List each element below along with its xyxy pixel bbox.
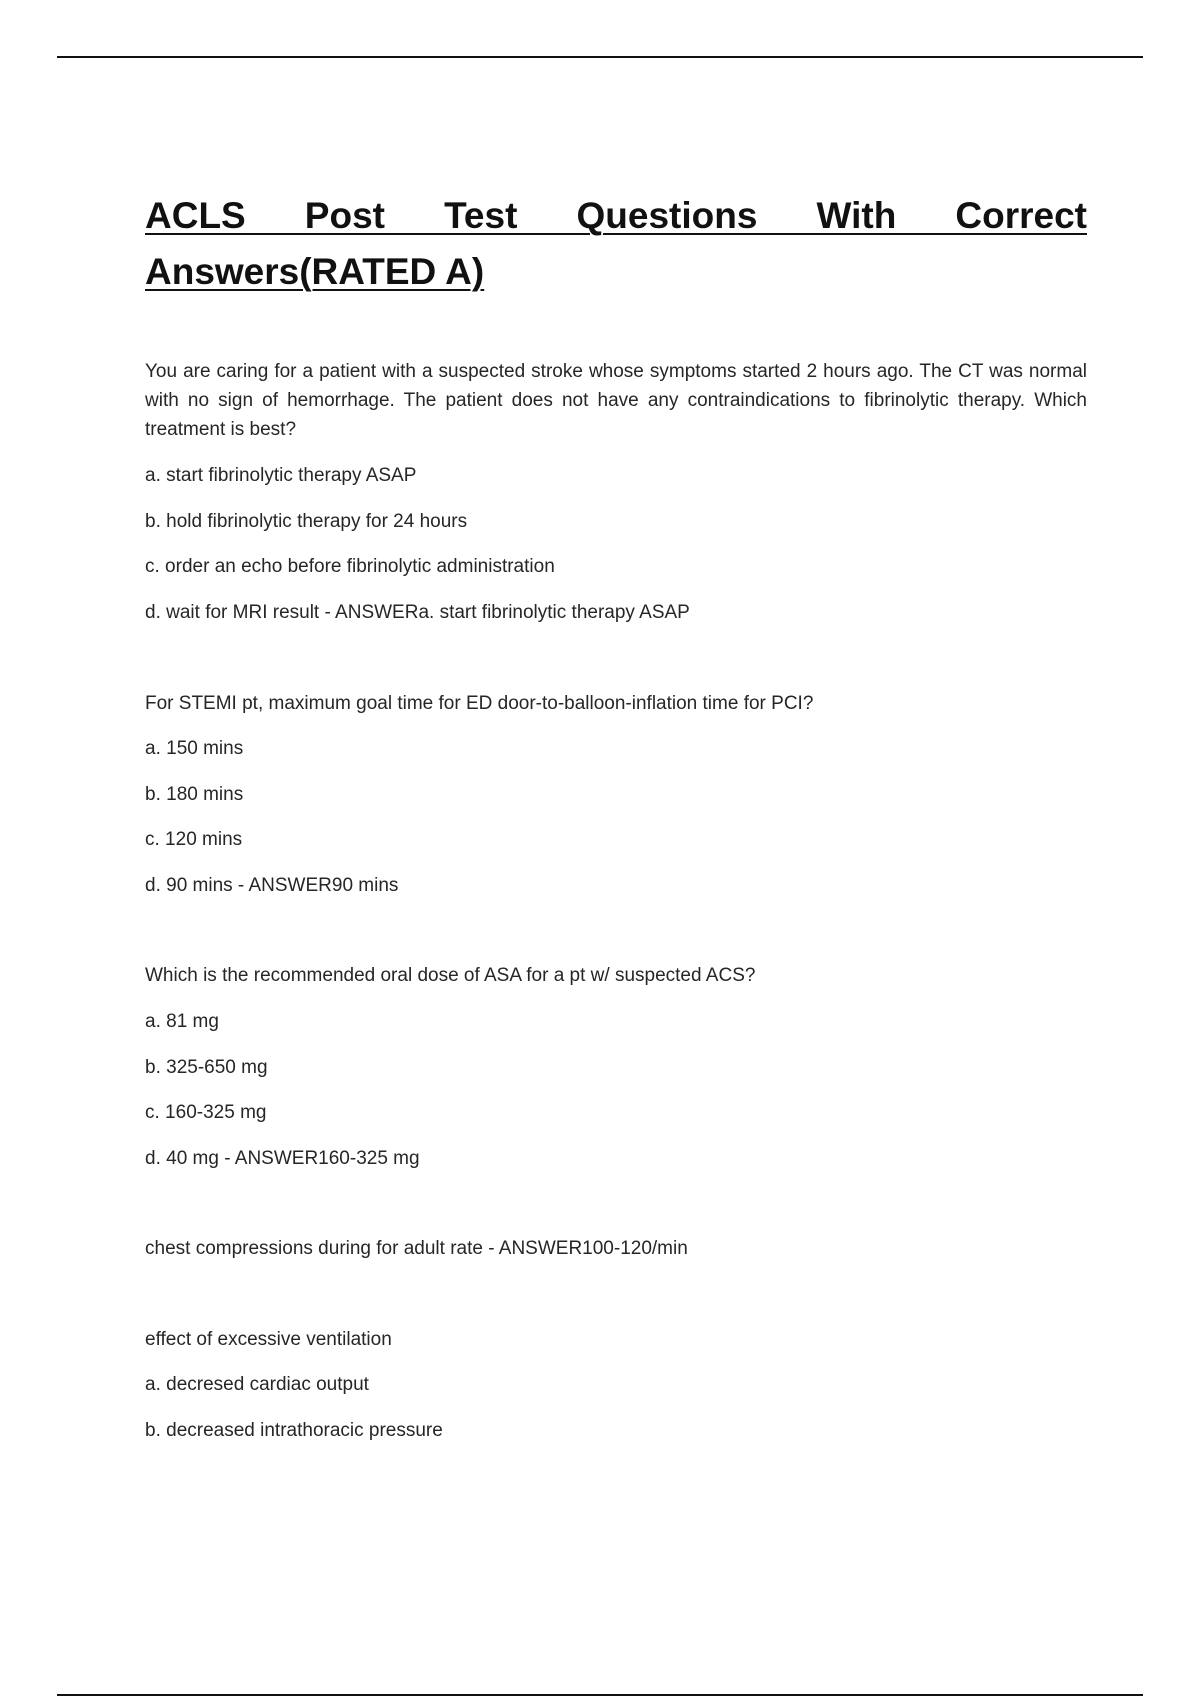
question-2-option-a: a. 150 mins — [145, 738, 244, 759]
header-rule — [57, 56, 1143, 58]
question-4-prompt-answer: chest compressions during for adult rate - ANSWER100-120/min — [145, 1238, 688, 1259]
question-5-option-a: a. decresed cardiac output — [145, 1374, 369, 1395]
question-1-option-b: b. hold fibrinolytic therapy for 24 hours — [145, 511, 468, 532]
footer-rule — [57, 1694, 1143, 1696]
question-1-prompt: You are caring for a patient with a suspected stroke whose symptoms started 2 hours ago. The CT was normal with no sign of hemorrhage. The patient does not have any contraindications to fibrinolytic therapy. Which treatment is best? — [145, 361, 1087, 440]
question-2-option-c: c. 120 mins — [145, 829, 243, 850]
question-3-option-a: a. 81 mg — [145, 1011, 219, 1032]
question-3-prompt: Which is the recommended oral dose of ASA for a pt w/ suspected ACS? — [145, 965, 756, 986]
question-3-option-b: b. 325-650 mg — [145, 1057, 268, 1078]
document-title: ACLS Post Test Questions With Correct Answers(RATED A) — [145, 195, 1087, 292]
question-2-option-d-answer: d. 90 mins - ANSWER90 mins — [145, 875, 399, 896]
question-5-prompt: effect of excessive ventilation — [145, 1329, 392, 1350]
question-5-option-b: b. decreased intrathoracic pressure — [145, 1420, 443, 1441]
question-2-option-b: b. 180 mins — [145, 784, 244, 805]
question-1-option-a: a. start fibrinolytic therapy ASAP — [145, 465, 417, 486]
question-2-prompt: For STEMI pt, maximum goal time for ED door-to-balloon-inflation time for PCI? — [145, 693, 814, 714]
question-3-option-c: c. 160-325 mg — [145, 1102, 267, 1123]
question-1-option-d-answer: d. wait for MRI result - ANSWERa. start fibrinolytic therapy ASAP — [145, 602, 690, 623]
question-1-option-c: c. order an echo before fibrinolytic administration — [145, 556, 555, 577]
question-3-option-d-answer: d. 40 mg - ANSWER160-325 mg — [145, 1148, 420, 1169]
